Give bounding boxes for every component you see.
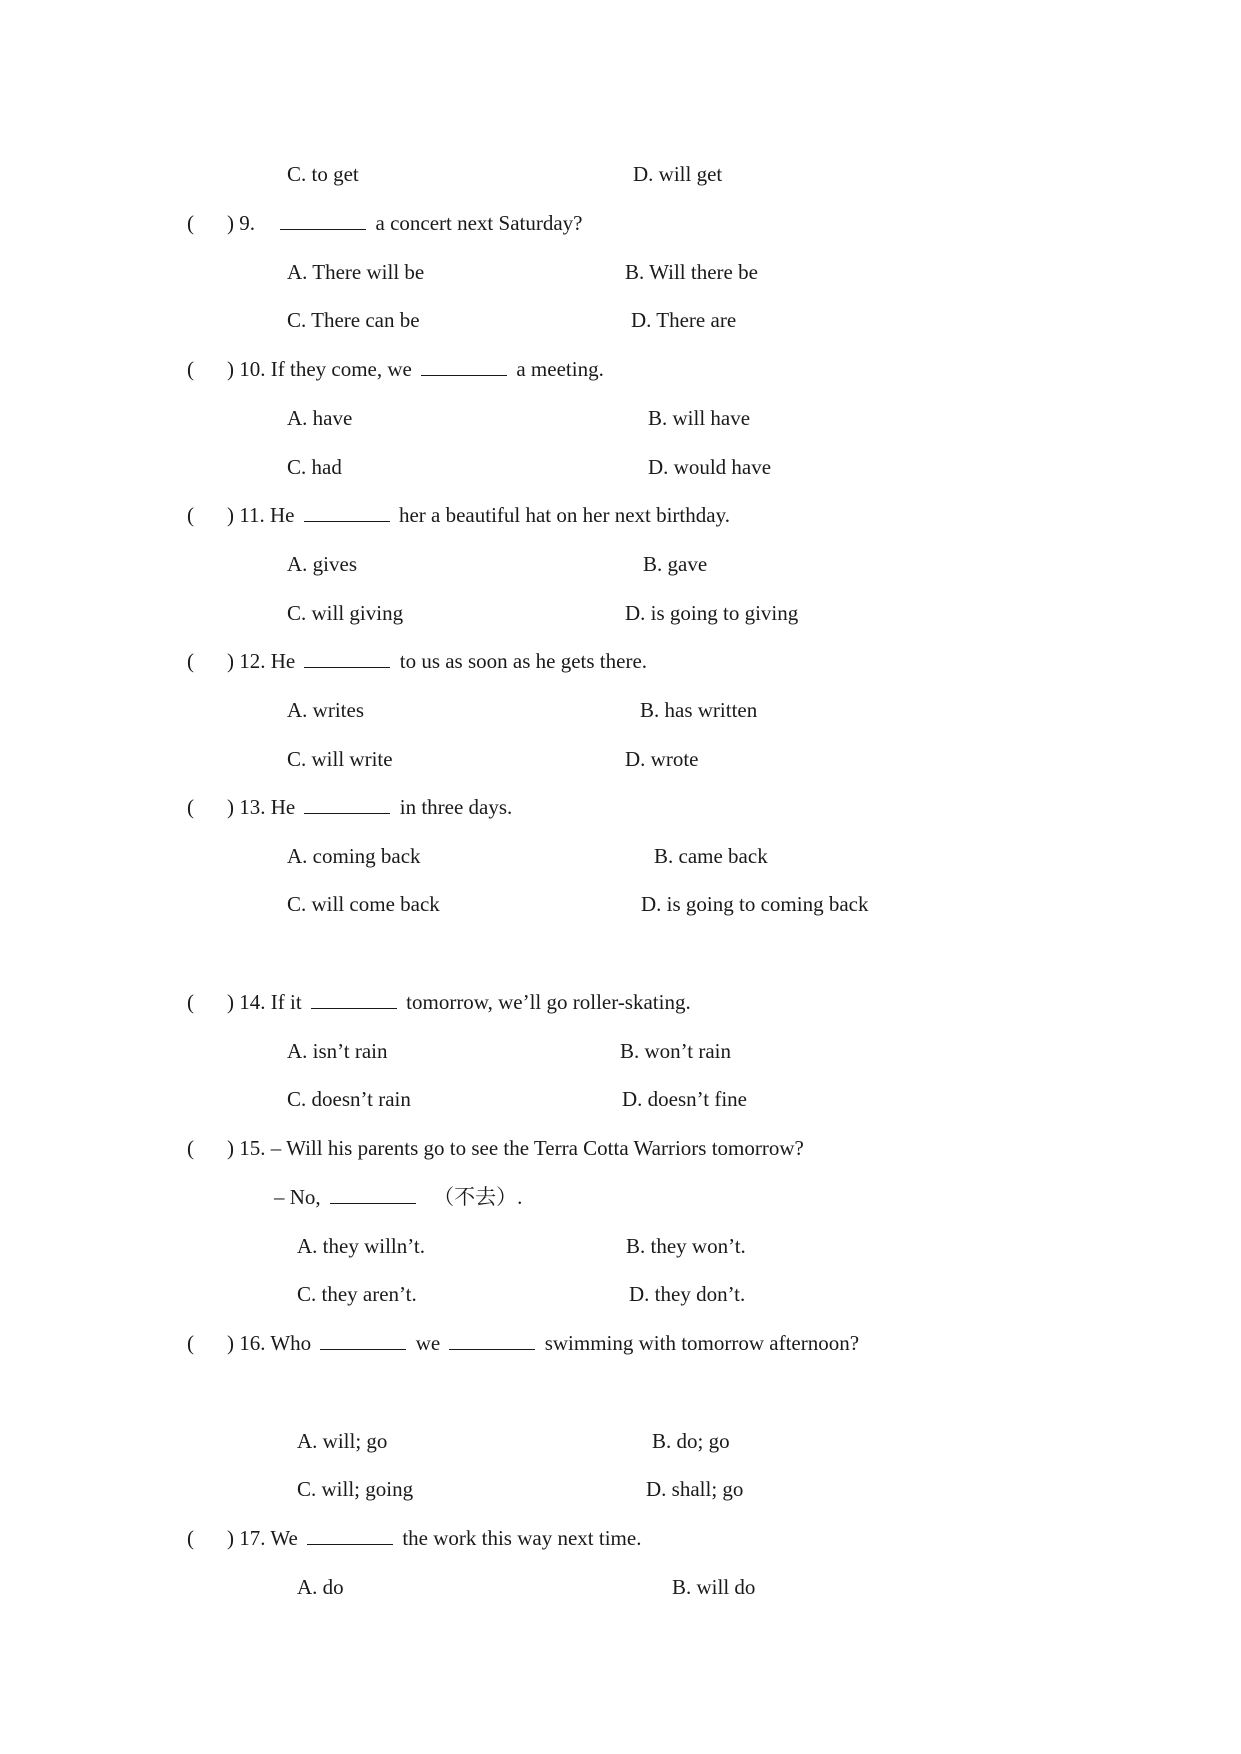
q10-option-a: A. have (287, 406, 353, 430)
q16-stem-text: swimming with tomorrow afternoon? (544, 1331, 860, 1355)
q13-stem-text: in three days. (399, 795, 513, 819)
q12-blank (304, 649, 390, 668)
q11-answer-paren: ( (187, 503, 194, 527)
q13-blank (304, 795, 390, 814)
q10-number: ) 10. If they come, we (227, 357, 412, 381)
q9-blank (280, 211, 366, 230)
q11-number: ) 11. He (227, 503, 295, 527)
q12-answer-paren: ( (187, 649, 194, 673)
q9-option-d: D. There are (631, 308, 737, 332)
q10-option-c: C. had (287, 455, 342, 479)
q15-answer-paren: ( (187, 1136, 194, 1160)
q10-answer-paren: ( (187, 357, 194, 381)
q14-number: ) 14. If it (227, 990, 302, 1014)
q11-option-b: B. gave (643, 552, 708, 576)
q14-answer-paren: ( (187, 990, 194, 1014)
q9-number: ) 9. (227, 211, 255, 235)
q14-stem (227, 990, 691, 1014)
q12-option-b: B. has written (640, 698, 758, 722)
q9-stem-text: a concert next Saturday? (375, 211, 583, 235)
q10-stem-text: a meeting. (516, 357, 604, 381)
q11-blank (304, 503, 390, 522)
q12-option-c: C. will write (287, 747, 393, 771)
q16-option-c: C. will; going (297, 1477, 414, 1501)
q10-option-d: D. would have (648, 455, 772, 479)
q14-option-c: C. doesn’t rain (287, 1087, 411, 1111)
q11-option-c: C. will giving (287, 601, 404, 625)
q16-option-a: A. will; go (297, 1429, 388, 1453)
q17-answer-paren: ( (187, 1526, 194, 1550)
q12-option-a: A. writes (287, 698, 364, 722)
q15-option-c: C. they aren’t. (297, 1282, 417, 1306)
q8-option-d: D. will get (633, 162, 723, 186)
q11-stem (227, 503, 730, 527)
q11-option-d: D. is going to giving (625, 601, 799, 625)
q11-stem-text: her a beautiful hat on her next birthday. (398, 503, 730, 527)
q14-stem-text: tomorrow, we’ll go roller-skating. (406, 990, 691, 1014)
q15-option-d: D. they don’t. (629, 1282, 746, 1306)
q15-reply-start: – No, (274, 1185, 321, 1209)
q13-option-c: C. will come back (287, 892, 440, 916)
q9-answer-paren: ( (187, 211, 194, 235)
q10-option-b: B. will have (648, 406, 751, 430)
q13-stem (227, 795, 512, 819)
q15-option-b: B. they won’t. (626, 1234, 746, 1258)
q17-number: ) 17. We (227, 1526, 298, 1550)
q13-answer-paren: ( (187, 795, 194, 819)
q12-number: ) 12. He (227, 649, 296, 673)
q16-blank-1 (320, 1331, 406, 1350)
q17-blank (307, 1526, 393, 1545)
q14-option-b: B. won’t rain (620, 1039, 732, 1063)
q16-stem-mid: we (415, 1331, 441, 1355)
q15-reply-hint: （不去）. (433, 1185, 523, 1209)
q17-stem-text: the work this way next time. (402, 1526, 642, 1550)
q11-option-a: A. gives (287, 552, 357, 576)
q15-reply (274, 1185, 522, 1209)
q8-option-c: C. to get (287, 162, 359, 186)
q9-stem (227, 211, 583, 235)
q17-option-b: B. will do (672, 1575, 756, 1599)
q13-option-a: A. coming back (287, 844, 421, 868)
q9-option-a: A. There will be (287, 260, 425, 284)
q13-number: ) 13. He (227, 795, 296, 819)
q12-stem-text: to us as soon as he gets there. (399, 649, 648, 673)
q13-option-d: D. is going to coming back (641, 892, 869, 916)
q16-option-d: D. shall; go (646, 1477, 744, 1501)
q16-stem (227, 1331, 859, 1355)
q15-blank (330, 1185, 416, 1204)
q16-option-b: B. do; go (652, 1429, 730, 1453)
q12-stem (227, 649, 647, 673)
q16-blank-2 (449, 1331, 535, 1350)
q14-blank (311, 990, 397, 1009)
q14-option-d: D. doesn’t fine (622, 1087, 748, 1111)
q10-blank (421, 357, 507, 376)
q14-option-a: A. isn’t rain (287, 1039, 388, 1063)
q15-option-a: A. they willn’t. (297, 1234, 425, 1258)
q15-stem: ) 15. – Will his parents go to see the Terra Cotta Warriors tomorrow? (227, 1136, 804, 1160)
q16-number: ) 16. Who (227, 1331, 312, 1355)
q9-option-b: B. Will there be (625, 260, 758, 284)
q16-answer-paren: ( (187, 1331, 194, 1355)
q12-option-d: D. wrote (625, 747, 699, 771)
q10-stem (227, 357, 604, 381)
q13-option-b: B. came back (654, 844, 768, 868)
q17-stem (227, 1526, 641, 1550)
q9-option-c: C. There can be (287, 308, 420, 332)
q17-option-a: A. do (297, 1575, 344, 1599)
